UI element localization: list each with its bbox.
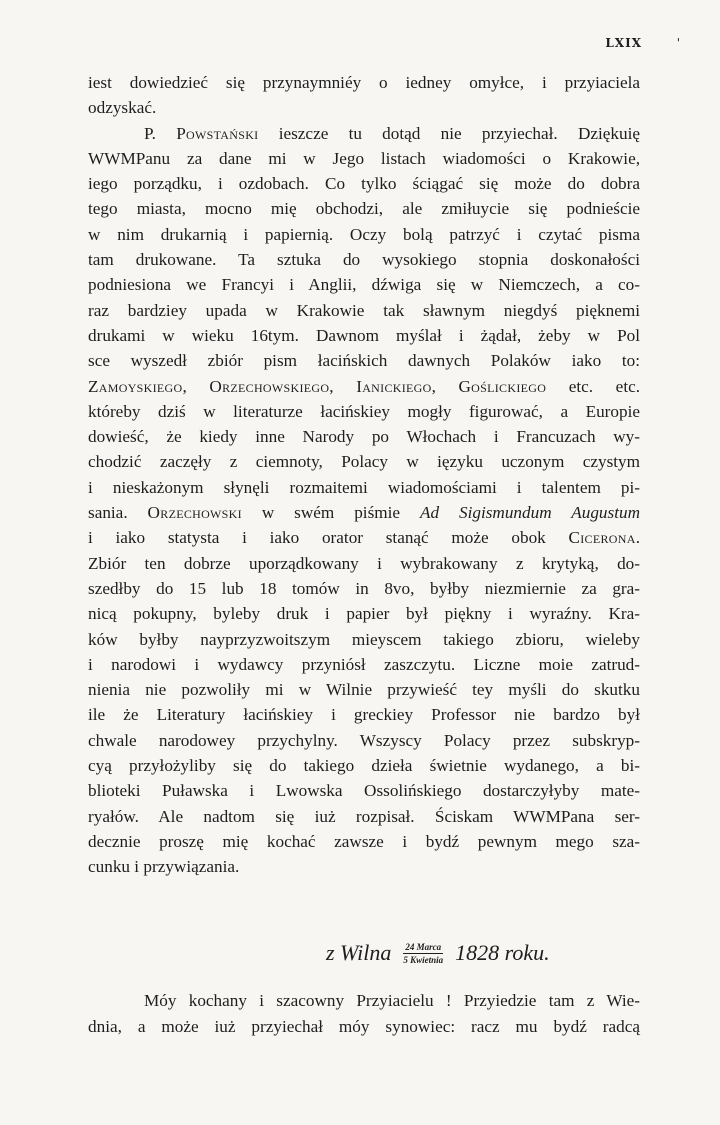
dateline-place: z Wilna <box>326 940 392 965</box>
text-line: nicą pokupny, byleby druk i papier był piękny i wyraźny. Kra- <box>88 604 640 624</box>
next-letter-opening <box>88 988 640 1040</box>
text-segment: sania. <box>88 503 148 523</box>
text-segment: , <box>431 376 459 396</box>
text-line: chwale narodowey przychylny. Wszyscy Polacy przez subskryp- <box>88 730 640 750</box>
text-line: nienia nie pozwoliły mi w Wilnie przywieść tey myśli do skutku <box>88 680 640 700</box>
text-line: drukami w wieku 16tym. Dawnom myślał i żądał, żeby w Pol <box>88 325 640 345</box>
person-name: Goślickiego <box>458 376 547 396</box>
text-segment: . <box>635 528 640 548</box>
letter-body <box>88 70 640 880</box>
dateline <box>326 940 550 966</box>
text-line: dnia, a może iuż przyiechał móy synowiec: racz mu bydź radcą <box>88 1017 640 1036</box>
text-line: Zbiór ten dobrze uporządkowany i wybrakowany z krytyką, do- <box>88 553 640 573</box>
text-line: decznie proszę mię kochać zawsze i bydź pewnym mego sza- <box>88 831 640 851</box>
text-segment: , <box>182 376 210 396</box>
person-name: Ianickiego <box>356 376 432 396</box>
text-line <box>88 121 640 146</box>
person-name: Zamoyskiego <box>88 376 183 396</box>
dateline-date-fraction <box>401 942 445 965</box>
text-line: odzyskać. <box>88 98 157 118</box>
text-line: cunku i przywiązania. <box>88 857 240 877</box>
page-number: LXIX <box>605 36 642 50</box>
person-name: Orzechowski <box>147 503 242 523</box>
text-segment: P. <box>144 123 177 143</box>
text-line: ryałów. Ale nadtom się iuż rozpisał. Ściskam WWMPana ser- <box>88 806 640 826</box>
text-line: tam drukowane. Ta sztuka do wysokiego stopnia doskonałości <box>88 250 640 270</box>
text-line: cyą przyłożyliby się do takiego dzieła świetnie wydanego, a bi- <box>88 756 640 776</box>
text-line <box>88 525 640 550</box>
text-segment: , <box>329 376 357 396</box>
text-line: raz bardziey upada w Krakowie tak sławnym niegdyś pięknemi <box>88 300 640 320</box>
text-line: blioteki Puławska i Lwowska Ossolińskiego dostarczyłyby mate- <box>88 781 640 801</box>
text-line: sce wyszedł zbiór pism łacińskich dawnych Polaków iako to: <box>88 351 640 371</box>
text-segment: i iako statysta i iako orator stanąć może obok <box>88 528 569 548</box>
corner-mark: ' <box>676 36 680 50</box>
text-line <box>88 374 640 399</box>
text-line: dowieść, że kiedy inne Narody po Włochach i Francuzach wy- <box>88 427 640 447</box>
text-line: i narodowi i wydawcy przyniósł zaszczytu. Liczne moie zatrud- <box>88 654 640 674</box>
text-line: iest dowiedzieć się przynaymniéy o iedney omyłce, i przyiaciela <box>88 73 640 92</box>
dateline-year: 1828 roku. <box>455 940 550 965</box>
text-line: Móy kochany i szacowny Przyiacielu ! Przyiedzie tam z Wie- <box>144 991 640 1010</box>
text-line: w nim drukarnią i papiernią. Oczy bolą patrzyć i czytać pisma <box>88 224 640 244</box>
text-segment: w swém piśmie <box>241 503 420 523</box>
date-new-style: 5 Kwietnia <box>403 954 444 965</box>
person-name: Cicerona <box>568 528 636 548</box>
text-line: któreby dziś w literaturze łacińskiey mogły figurować, a Europie <box>88 401 640 421</box>
work-title: Ad Sigismundum Augustum <box>419 503 640 523</box>
text-line: iego porządku, i ozdobach. Co tylko ściągać się może do dobra <box>88 174 640 194</box>
person-name: Orzechowskiego <box>209 376 330 396</box>
text-line: ile że Literatury łacińskiey i greckiey Professor nie bardzo był <box>88 705 640 725</box>
text-line: podniesiona we Francyi i Anglii, dźwiga się w Niemczech, a co- <box>88 275 640 295</box>
date-old-style: 24 Marca <box>405 941 442 952</box>
text-line: szedłby do 15 lub 18 tomów in 8vo, byłby niezmiernie za gra- <box>88 578 640 598</box>
text-segment: ieszcze tu dotąd nie przyiechał. Dziękuię <box>258 123 641 143</box>
text-line: chodzić zaczęły z ciemnoty, Polacy w ięzyku uczonym czystym <box>88 452 640 472</box>
text-segment: etc. etc. <box>546 376 641 396</box>
text-line <box>88 500 640 525</box>
text-line: WWMPanu za dane mi w Jego listach wiadomości o Krakowie, <box>88 148 640 168</box>
person-name: Powstański <box>176 123 259 143</box>
text-line: i nieskażonym słynęli rozmaitemi wiadomościami i talentem pi- <box>88 477 640 497</box>
text-line: tego miasta, mocno mię obchodzi, ale zmiłuycie się podnieście <box>88 199 640 219</box>
text-line: ków byłby nayprzyzwoitszym mieyscem takiego zbioru, wieleby <box>88 629 640 649</box>
